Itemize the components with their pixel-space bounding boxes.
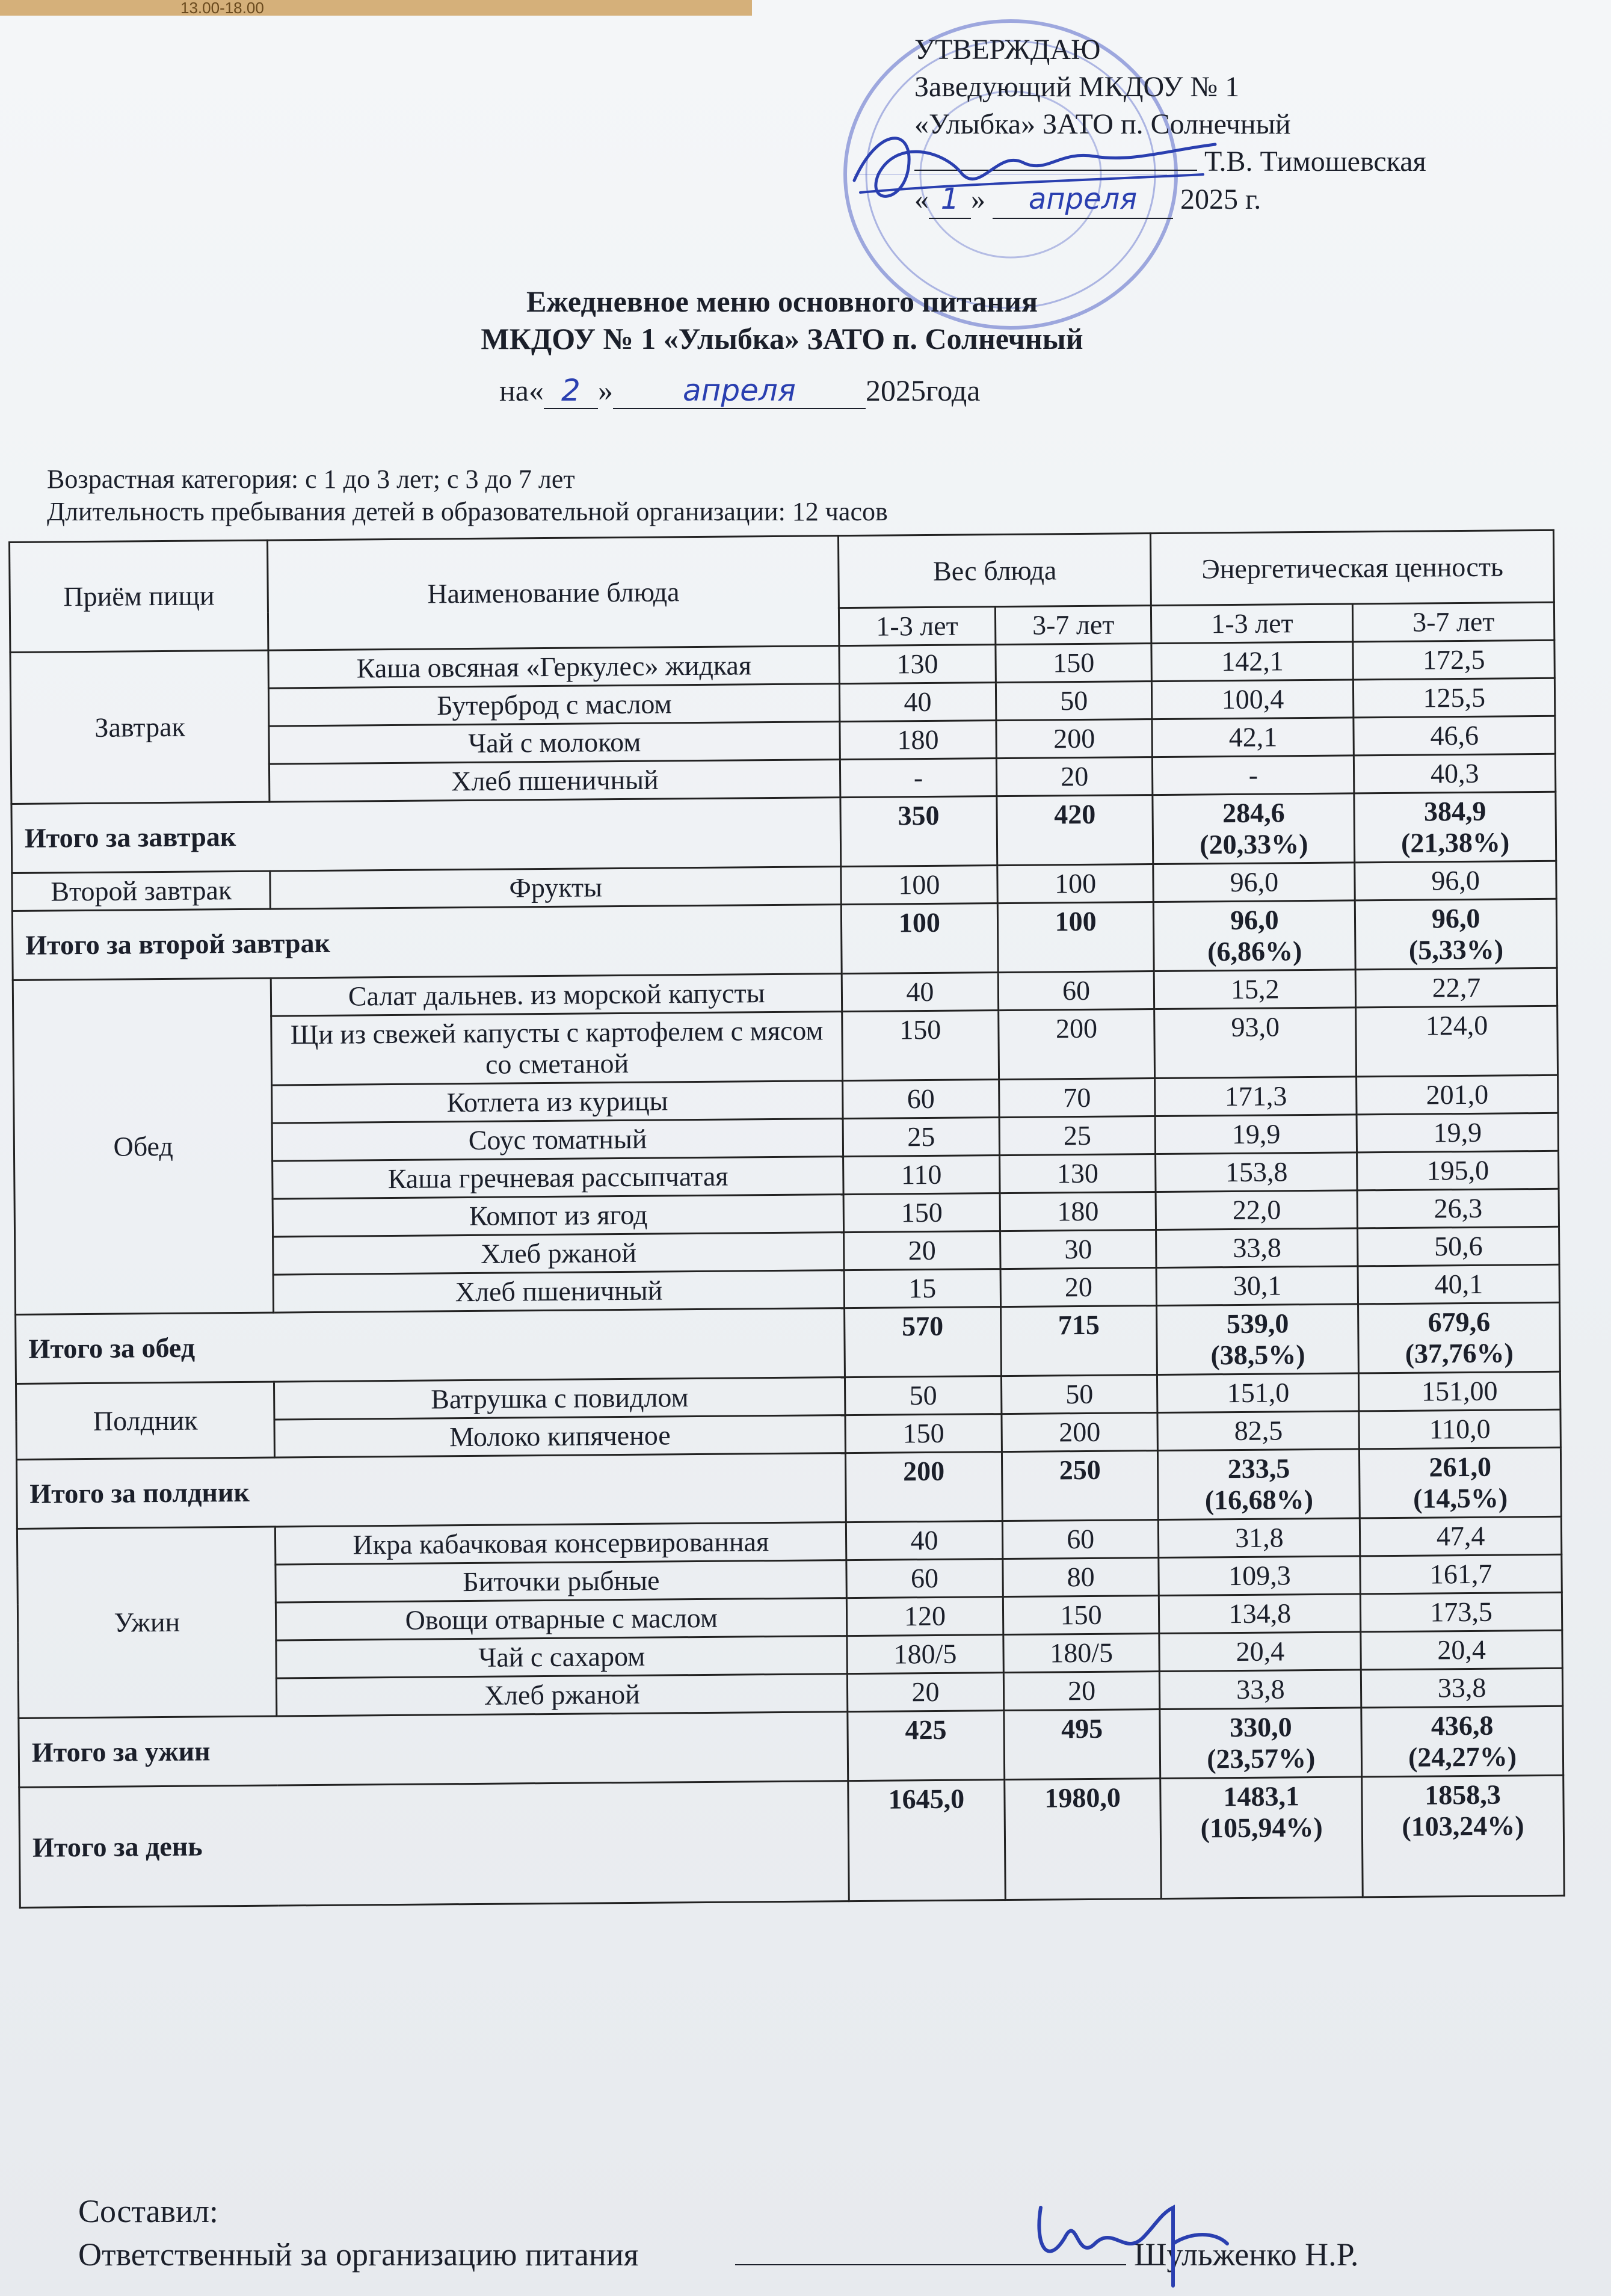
dish-name: Хлеб пшеничный [270,760,840,802]
energy-1-3: 33,8 [1156,1228,1358,1268]
date-month: апреля [613,373,866,409]
energy-1-3: 142,1 [1151,642,1353,682]
total-label: Итого за ужин [19,1712,848,1788]
energy-1-3: - [1153,756,1354,795]
header-energy: Энергетическая ценность [1151,530,1554,605]
total-energy-3-7-percent: (14,5%) [1412,1482,1508,1514]
group-total-row [12,899,1557,980]
title-line-2: МКДОУ № 1 «Улыбка» ЗАТО п. Солнечный [481,322,1083,355]
weight-1-3: 20 [847,1673,1003,1712]
energy-1-3: 151,0 [1157,1373,1359,1413]
weight-3-7: 150 [996,644,1152,683]
total-label: Итого за день [19,1781,849,1908]
total-weight-1-3: 350 [840,796,997,867]
total-energy-3-7-percent: (5,33%) [1408,934,1504,965]
dish-name: Каша овсяная «Геркулес» жидкая [268,646,839,688]
total-label: Итого за полдник [16,1453,846,1529]
energy-3-7: 125,5 [1354,678,1555,718]
total-energy-1-3-value: 330,0 [1229,1711,1292,1743]
energy-1-3: 100,4 [1152,680,1354,719]
weight-3-7: 150 [1003,1596,1159,1635]
total-weight-3-7: 1980,0 [1004,1779,1161,1900]
meal-name: Обед [13,978,274,1314]
total-energy-1-3 [1158,1449,1360,1520]
total-energy-3-7-value: 96,0 [1431,902,1480,934]
energy-3-7: 151,00 [1359,1371,1560,1411]
group-total-row [16,1447,1561,1528]
energy-1-3: 22,0 [1156,1190,1358,1230]
date-prefix: на« [499,374,544,407]
dish-name: Компот из ягод [273,1195,844,1237]
total-energy-1-3-percent: (23,57%) [1207,1743,1316,1774]
group-total-row [16,1302,1560,1383]
total-weight-1-3: 200 [845,1452,1002,1522]
header-weight-age2: 3-7 лет [995,606,1151,645]
energy-3-7: 173,5 [1361,1592,1562,1632]
responsible-signature [1023,2190,1239,2292]
total-energy-1-3-percent: (38,5%) [1210,1339,1305,1371]
energy-3-7: 46,6 [1354,716,1555,756]
total-energy-1-3 [1157,1304,1359,1375]
approval-name: Т.В. Тимошевская [1204,146,1426,177]
meal-name: Второй завтрак [12,871,271,911]
weight-1-3: 60 [843,1080,999,1119]
head-signature [842,114,1227,217]
energy-3-7: 33,8 [1361,1668,1563,1708]
total-energy-3-7-percent: (24,27%) [1408,1741,1517,1773]
total-energy-1-3 [1160,1777,1363,1899]
total-energy-3-7-value: 384,9 [1423,795,1486,827]
weight-1-3: 180 [840,721,996,760]
total-weight-3-7: 250 [1002,1451,1159,1521]
dish-name: Икра кабачковая консервированная [276,1522,846,1565]
weight-3-7: 20 [1003,1672,1160,1711]
weight-3-7: 130 [999,1154,1156,1193]
total-energy-1-3 [1153,793,1355,864]
document-title [421,283,1143,357]
dish-name: Каша гречневая рассыпчатая [273,1157,843,1199]
approval-position-2: «Улыбка» ЗАТО п. Солнечный [914,108,1291,140]
total-weight-1-3: 570 [845,1307,1002,1377]
weight-1-3: 110 [843,1156,1000,1195]
approval-date-close: » [971,183,985,215]
total-energy-1-3-value: 96,0 [1230,904,1279,936]
total-energy-3-7-percent: (37,76%) [1405,1337,1514,1369]
total-energy-3-7-percent: (103,24%) [1402,1810,1524,1842]
dish-name: Овощи отварные с маслом [276,1598,847,1640]
energy-1-3: 82,5 [1157,1411,1359,1451]
total-energy-3-7 [1355,899,1557,970]
dish-name: Щи из свежей капусты с картофелем с мясом со сметаной [271,1012,842,1085]
total-energy-1-3-percent: (6,86%) [1207,935,1302,967]
weight-3-7: 30 [1000,1230,1156,1269]
total-energy-3-7 [1362,1775,1564,1897]
energy-3-7: 22,7 [1355,968,1557,1008]
total-energy-3-7-value: 261,0 [1429,1451,1492,1483]
dish-name: Хлеб ржаной [277,1674,848,1716]
energy-3-7: 40,1 [1358,1264,1559,1304]
total-energy-3-7 [1354,792,1556,863]
energy-3-7: 110,0 [1359,1409,1560,1449]
dish-name: Котлета из курицы [272,1081,843,1123]
energy-1-3: 33,8 [1160,1670,1361,1710]
total-energy-1-3-percent: (105,94%) [1200,1811,1323,1844]
weight-1-3: 150 [845,1414,1002,1453]
energy-1-3: 134,8 [1159,1594,1361,1634]
energy-3-7: 201,0 [1357,1075,1558,1115]
total-energy-3-7 [1360,1447,1562,1518]
footer-responsible: Ответственный за организацию питания [78,2236,639,2273]
weight-3-7: 25 [999,1116,1156,1156]
energy-3-7: 19,9 [1357,1113,1558,1153]
total-weight-3-7: 420 [997,795,1154,866]
weight-1-3: 40 [842,973,998,1012]
weight-3-7: 50 [996,682,1152,721]
group-total-row [19,1706,1563,1787]
dish-name: Биточки рыбные [276,1560,846,1602]
weight-3-7: 60 [998,971,1154,1011]
weight-1-3: 180/5 [847,1635,1003,1674]
total-energy-1-3-value: 233,5 [1227,1453,1290,1485]
group-total-row [11,792,1556,873]
dish-name: Хлеб ржаной [273,1233,844,1275]
weight-3-7: 180 [1000,1192,1156,1231]
dish-name: Чай с сахаром [276,1636,847,1678]
stay-duration: Длительность пребывания детей в образовательной организации: 12 часов [47,497,888,526]
total-energy-3-7 [1361,1706,1563,1777]
total-weight-3-7: 715 [1000,1306,1157,1376]
approval-position-1: Заведующий МКДОУ № 1 [914,71,1240,103]
approval-date-open: « [914,183,929,215]
total-label: Итого за завтрак [11,798,841,873]
energy-3-7: 47,4 [1360,1516,1562,1556]
meal-name: Завтрак [10,650,270,804]
dish-name: Ватрушка с повидлом [274,1377,845,1420]
weight-1-3: 120 [846,1597,1003,1636]
meal-name: Ужин [17,1527,277,1718]
total-energy-3-7-value: 436,8 [1431,1710,1494,1741]
energy-1-3: 96,0 [1153,863,1355,902]
header-energy-age2: 3-7 лет [1353,602,1554,642]
approval-date-month: апреля [993,180,1173,219]
total-energy-3-7-percent: (21,38%) [1400,826,1510,858]
weight-3-7: 60 [1002,1520,1159,1559]
date-day: 2 [544,373,598,409]
weight-1-3: 40 [839,683,996,722]
dish-name: Хлеб пшеничный [274,1270,845,1313]
weight-1-3: - [840,759,996,798]
dish-name: Фрукты [270,867,841,909]
weight-3-7: 200 [1002,1413,1158,1452]
energy-3-7: 124,0 [1356,1006,1558,1077]
energy-3-7: 172,5 [1353,640,1554,680]
energy-3-7: 50,6 [1358,1226,1559,1266]
dish-name: Бутерброд с маслом [269,684,840,726]
energy-1-3: 15,2 [1154,970,1356,1009]
weight-1-3: 15 [844,1269,1000,1308]
title-line-1: Ежедневное меню основного питания [526,285,1038,318]
weight-3-7: 100 [997,864,1154,903]
energy-1-3: 30,1 [1157,1266,1358,1306]
total-energy-1-3-value: 1483,1 [1223,1780,1300,1812]
weight-1-3: 50 [845,1376,1001,1415]
weight-3-7: 70 [999,1079,1155,1118]
weight-1-3: 150 [843,1193,1000,1233]
approval-title: УТВЕРЖДАЮ [914,34,1101,66]
total-label: Итого за обед [16,1308,845,1384]
header-energy-age1: 1-3 лет [1151,604,1353,644]
energy-3-7: 161,7 [1360,1554,1562,1594]
weight-3-7: 50 [1001,1375,1157,1414]
total-energy-1-3 [1160,1708,1362,1779]
dish-name: Чай с молоком [269,722,840,764]
total-energy-3-7 [1358,1302,1560,1373]
dish-name: Салат дальнев. из морской капусты [271,974,842,1016]
date-sep: » [597,374,613,407]
energy-1-3: 153,8 [1156,1153,1357,1192]
approval-date-year: 2025 г. [1180,183,1261,215]
menu-body [10,640,1564,1907]
weight-1-3: 40 [846,1521,1002,1560]
energy-3-7: 96,0 [1355,861,1556,900]
total-energy-3-7-value: 679,6 [1428,1306,1491,1338]
weight-1-3: 25 [843,1118,999,1157]
energy-3-7: 20,4 [1361,1630,1562,1670]
total-energy-1-3-value: 539,0 [1226,1308,1289,1340]
header-weight-age1: 1-3 лет [839,607,995,646]
header-weight: Вес блюда [839,534,1151,608]
energy-3-7: 195,0 [1357,1151,1559,1190]
total-energy-1-3-percent: (20,33%) [1200,828,1308,860]
weight-3-7: 200 [996,719,1153,759]
dish-name: Соус томатный [273,1119,843,1161]
weight-1-3: 100 [841,866,997,905]
total-weight-3-7: 495 [1004,1710,1161,1780]
total-energy-1-3 [1154,900,1356,971]
menu-meta [47,463,888,528]
energy-1-3: 20,4 [1159,1632,1361,1672]
meal-name: Полдник [16,1382,274,1459]
energy-1-3: 171,3 [1155,1077,1357,1116]
header-dish: Наименование блюда [268,536,839,650]
age-category: Возрастная категория: с 1 до 3 лет; с 3 до 7 лет [47,464,575,494]
menu-table [8,529,1565,1909]
weight-1-3: 150 [842,1011,999,1081]
total-weight-1-3: 100 [841,903,998,974]
weight-1-3: 60 [846,1559,1003,1598]
header-meal: Приём пищи [10,540,269,652]
weight-1-3: 20 [844,1231,1000,1270]
total-energy-1-3-percent: (16,68%) [1204,1484,1314,1516]
weight-3-7: 20 [1000,1268,1157,1307]
date-suffix: 2025года [865,374,981,407]
day-total-row [19,1775,1564,1907]
dish-name: Молоко кипяченое [274,1415,845,1457]
energy-3-7: 26,3 [1357,1189,1559,1228]
energy-1-3: 42,1 [1152,718,1354,757]
weight-3-7: 200 [998,1009,1155,1080]
footer-compiled: Составил: [78,2193,218,2229]
total-weight-1-3: 425 [848,1711,1005,1781]
total-energy-3-7-value: 1858,3 [1425,1779,1501,1811]
energy-1-3: 109,3 [1159,1556,1360,1596]
top-strip: 13.00-18.00 [0,0,752,16]
energy-1-3: 31,8 [1159,1518,1360,1558]
menu-date [499,373,980,409]
weight-1-3: 130 [839,645,996,684]
weight-3-7: 80 [1003,1558,1159,1597]
energy-1-3: 93,0 [1154,1008,1357,1079]
weight-3-7: 20 [996,757,1153,796]
energy-1-3: 19,9 [1156,1115,1357,1154]
footer-name: Шульженко Н.Р. [1134,2236,1359,2273]
approval-date-day: 1 [929,180,971,219]
total-label: Итого за второй завтрак [12,905,842,980]
total-weight-1-3: 1645,0 [848,1780,1005,1901]
total-energy-1-3-value: 284,6 [1222,797,1285,829]
energy-3-7: 40,3 [1354,754,1556,793]
weight-3-7: 180/5 [1003,1634,1160,1673]
total-weight-3-7: 100 [997,902,1154,973]
